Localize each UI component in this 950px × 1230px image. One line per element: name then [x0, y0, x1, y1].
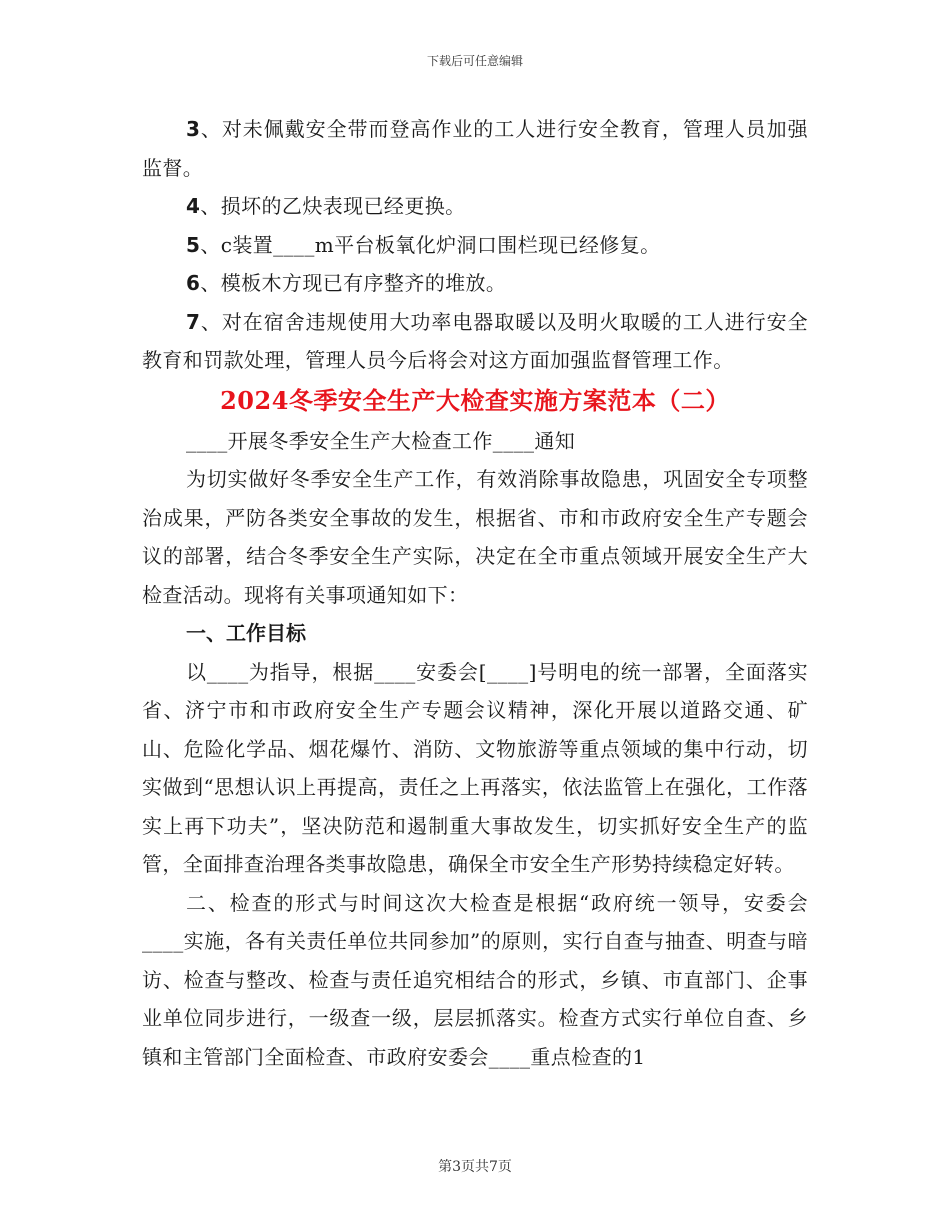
notice-line: ____开展冬季安全生产大检查工作____通知: [186, 428, 576, 453]
item-number: 7: [186, 309, 201, 334]
item-text: 、损坏的乙炔表现已经更换。: [200, 194, 466, 218]
item-number: 5: [186, 232, 201, 257]
page-number: 第3页共7页: [438, 1159, 512, 1175]
item-number: 4: [186, 194, 201, 218]
list-item-4: [142, 187, 808, 226]
section-heading-goals: 一、工作目标: [186, 621, 306, 645]
intro-paragraph: 为切实做好冬季安全生产工作，有效消除事故隐患，巩固安全专项整治成果，严防各类安全事故的发生，根据省、市和市政府安全生产专题会议的部署，结合冬季安全生产实际，决定在全市重点领域开展安全生产大检查活动。现将有关事项通知如下：: [142, 467, 808, 607]
document-body: [142, 110, 808, 1076]
item-text: 、对在宿舍违规使用大功率电器取暖以及明火取暖的工人进行安全教育和罚款处理，管理人员今后将会对这方面加强监督管理工作。: [142, 309, 808, 372]
item-number: 6: [186, 271, 201, 295]
document-title: 2024冬季安全生产大检查实施方案范本（二）: [220, 385, 730, 415]
list-item-3: [142, 110, 808, 187]
list-item-6: [142, 264, 808, 303]
header-note: 下载后可任意编辑: [426, 54, 523, 68]
list-item-7: [142, 303, 808, 380]
section-body-goals: 以____为指导，根据____安委会[____]号明电的统一部署，全面落实省、济宁市和市政府安全生产专题会议精神，深化开展以道路交通、矿山、危险化学品、烟花爆竹、消防、文物旅游等重点领域的集中行动，切实做到“思想认识上再提高，责任之上再落实，依法监管上在强化，工作落实上再下功夫”，坚决防范和遏制重大事故发生，切实抓好安全生产的监管，全面排查治理各类事故隐患，确保全市安全生产形势持续稳定好转。: [142, 659, 808, 876]
item-text: 、模板木方现已有序整齐的堆放。: [200, 271, 507, 295]
item-text: 、c装置____m平台板氧化炉洞口围栏现已经修复。: [200, 232, 661, 257]
list-item-5: [142, 226, 808, 265]
section-body-format: 二、检查的形式与时间这次大检查是根据“政府统一领导，安委会____实施，各有关责任单位共同参加”的原则，实行自查与抽查、明查与暗访、检查与整改、检查与责任追究相结合的形式，乡镇、市直部门、企事业单位同步进行，一级查一级，层层抓落实。检查方式实行单位自查、乡镇和主管部门全面检查、市政府安委会____重点检查的1: [142, 890, 808, 1069]
item-number: 3: [186, 117, 201, 141]
item-text: 、对未佩戴安全带而登高作业的工人进行安全教育，管理人员加强监督。: [142, 117, 808, 180]
